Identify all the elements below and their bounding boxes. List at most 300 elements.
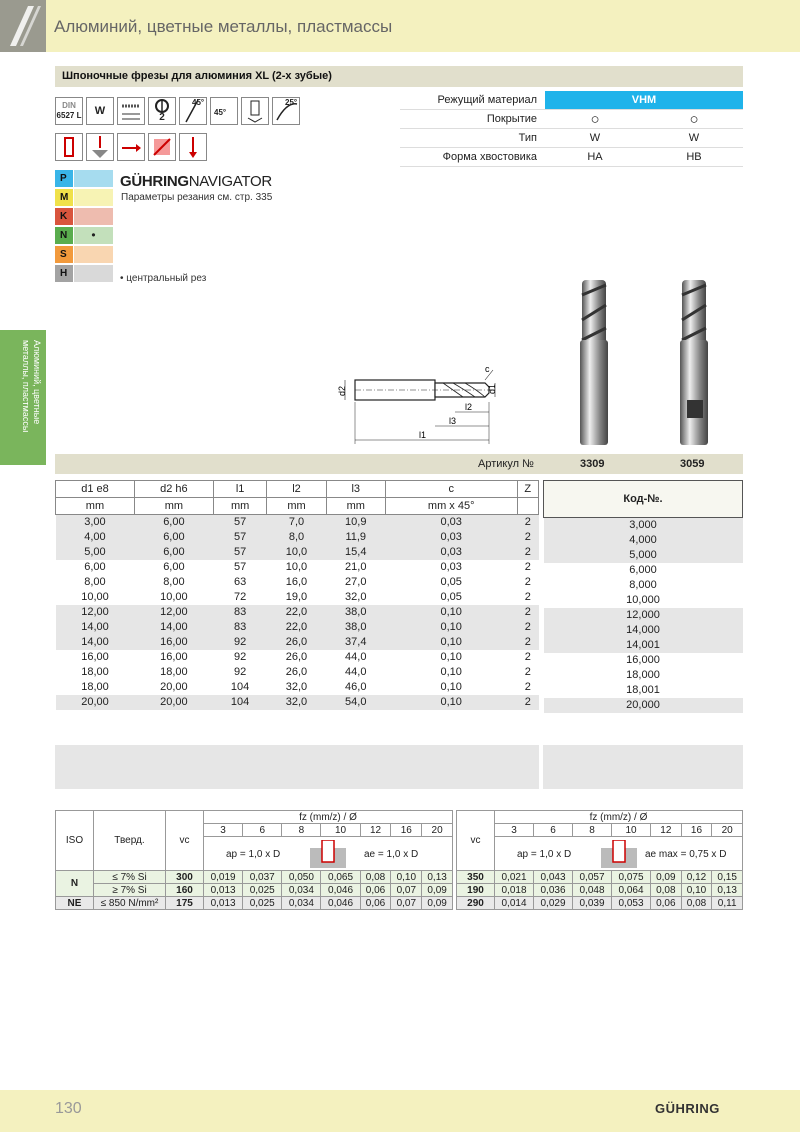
fz-cell: 0,043 <box>534 871 573 884</box>
fz-header: fz (mm/z) / Ø <box>495 811 743 824</box>
dims-cell: 21,0 <box>345 561 367 573</box>
material-letter: M <box>55 189 73 206</box>
prop-label: Режущий материал <box>437 94 537 106</box>
table-row <box>56 590 539 605</box>
vc-header: vc <box>166 811 204 871</box>
fz-cell: 0,064 <box>612 884 651 897</box>
dims-cell: 15,4 <box>326 545 385 560</box>
dims-cell: 2 <box>524 591 531 603</box>
cutting-ref: Параметры резания см. стр. 335 <box>121 192 273 203</box>
dims-cell: 2 <box>517 515 538 530</box>
article-bar <box>55 454 743 474</box>
coating-none-icon: ○ <box>590 111 600 128</box>
dims-header-cell: d1 e8 <box>56 481 135 498</box>
dims-cell: 26,0 <box>285 666 308 678</box>
article-label: Артикул № <box>478 458 534 470</box>
slot-strategy-icon <box>310 840 346 868</box>
diameter-cell: 6 <box>243 824 282 837</box>
fz-cell: 0,037 <box>243 871 282 884</box>
dims-cell: 38,0 <box>326 605 385 620</box>
material-letter: H <box>55 265 73 282</box>
dims-cell: 27,0 <box>345 576 367 588</box>
rake-angle-icon <box>272 97 300 125</box>
fz-cell: 0,15 <box>712 871 743 884</box>
table-row <box>56 515 539 530</box>
left-ap: ap = 1,0 x D <box>226 849 281 860</box>
dims-units-row <box>56 498 539 515</box>
dims-cell: 54,0 <box>326 695 385 710</box>
dims-cell: 16,00 <box>134 635 213 650</box>
dims-cell: 2 <box>524 681 531 693</box>
dims-cell: 0,10 <box>385 695 517 710</box>
fz-cell: 0,12 <box>681 871 712 884</box>
dims-cell: 0,10 <box>440 651 462 663</box>
table-row <box>544 653 743 668</box>
dims-cell: 7,0 <box>267 515 326 530</box>
dims-cell: 0,03 <box>440 561 462 573</box>
dims-cell: 57 <box>213 545 266 560</box>
dimensions-table <box>55 480 539 710</box>
table-row <box>544 668 743 683</box>
fz-cell: 0,029 <box>534 897 573 910</box>
table-filler-left <box>55 745 539 789</box>
dims-cell: 10,0 <box>285 561 308 573</box>
product-subtitle: Шпоночные фрезы для алюминия XL (2-х зубые) <box>62 70 332 82</box>
dims-cell: 0,10 <box>385 620 517 635</box>
material-row <box>55 208 113 225</box>
dims-cell: 2 <box>517 545 538 560</box>
material-mark <box>74 189 113 206</box>
dims-unit-cell: mm <box>213 498 266 515</box>
flutes-icon <box>148 97 176 125</box>
dims-header-cell: l3 <box>326 481 385 498</box>
navigator-logo <box>120 173 272 190</box>
dims-cell: 4,00 <box>56 530 135 545</box>
fz-cell: 0,046 <box>321 897 360 910</box>
code-cell: 8,000 <box>629 579 657 591</box>
vc-header: vc <box>457 811 495 871</box>
fz-cell: 0,057 <box>573 871 612 884</box>
dims-cell: 44,0 <box>345 666 367 678</box>
dims-header-row <box>56 481 539 498</box>
table-row <box>56 650 539 665</box>
dims-cell: 10,0 <box>267 545 326 560</box>
fz-cell: 0,07 <box>391 897 422 910</box>
center-cut-note: • центральный рез <box>120 273 207 284</box>
table-row <box>544 548 743 563</box>
dims-cell: 6,00 <box>84 561 106 573</box>
dims-cell: 6,00 <box>134 515 213 530</box>
fz-cell: 0,036 <box>534 884 573 897</box>
dims-cell: 0,10 <box>385 635 517 650</box>
drilling-icon <box>179 133 207 161</box>
prop-coating <box>400 110 743 129</box>
navigator-brand: GÜHRING <box>120 173 189 190</box>
dims-cell: 0,05 <box>440 591 462 603</box>
side-strategy-icon <box>601 840 637 868</box>
prop-value: HA <box>587 151 603 163</box>
dims-header-cell: l1 <box>213 481 266 498</box>
dims-cell: 2 <box>517 635 538 650</box>
dims-cell: 72 <box>233 591 247 603</box>
dims-cell: 11,9 <box>326 530 385 545</box>
fz-cell: 0,09 <box>422 897 453 910</box>
table-row <box>56 635 539 650</box>
cutting-table-left <box>55 810 453 910</box>
right-ap: ap = 1,0 x D <box>517 849 572 860</box>
dims-cell: 46,0 <box>345 681 367 693</box>
code-cell: 14,001 <box>544 638 743 653</box>
code-cell: 18,000 <box>626 669 660 681</box>
teeth-count: 2 <box>159 112 165 123</box>
din-icon <box>55 97 83 125</box>
dims-cell: 0,05 <box>440 576 462 588</box>
iso-cell: NE <box>56 897 94 910</box>
material-row <box>55 170 113 187</box>
dims-cell: 63 <box>233 576 247 588</box>
dims-cell: 18,00 <box>160 666 188 678</box>
diameter-cell: 12 <box>651 824 682 837</box>
dims-unit-cell <box>517 498 538 515</box>
dims-cell: 6,00 <box>163 561 185 573</box>
ramping-icon <box>148 133 176 161</box>
dims-cell: 16,00 <box>160 651 188 663</box>
iso-header: ISO <box>56 811 94 871</box>
dims-cell: 0,10 <box>440 681 462 693</box>
side-tab-label: Алюминий, цветные металлы, пластмассы <box>21 340 42 433</box>
dims-cell: 6,00 <box>134 545 213 560</box>
din-number: 6527 L <box>56 111 82 120</box>
table-row <box>544 698 743 713</box>
table-row <box>544 683 743 698</box>
prop-cutting-material <box>400 91 743 110</box>
helix-angle-label: 45° <box>192 98 205 107</box>
fz-cell: 0,065 <box>321 871 360 884</box>
right-ae: ae max = 0,75 x D <box>645 849 727 860</box>
table-row <box>544 593 743 608</box>
label-d1: d1 <box>487 383 497 394</box>
dims-cell: 26,0 <box>285 651 308 663</box>
hardness-cell: ≤ 850 N/mm² <box>94 897 166 910</box>
dims-cell: 0,03 <box>385 545 517 560</box>
label-l3: l3 <box>449 416 457 426</box>
material-mark <box>74 246 113 263</box>
navigator-product: NAVIGATOR <box>188 173 272 190</box>
label-c: c <box>485 364 490 374</box>
fz-cell: 0,09 <box>422 884 453 897</box>
prop-value: W <box>688 132 700 144</box>
dims-cell: 10,00 <box>81 591 109 603</box>
diameter-cell: 16 <box>681 824 712 837</box>
diameter-cell: 10 <box>321 824 360 837</box>
dims-cell: 5,00 <box>56 545 135 560</box>
dims-cell: 92 <box>213 635 266 650</box>
tool-photo-hb <box>675 280 715 450</box>
code-cell: 18,001 <box>626 684 660 696</box>
fz-cell: 0,09 <box>651 871 682 884</box>
code-header: Код-№. <box>544 481 743 518</box>
plunge-icon <box>86 133 114 161</box>
fz-cell: 0,06 <box>360 897 391 910</box>
diameter-cell: 8 <box>573 824 612 837</box>
din-label: DIN <box>62 101 76 110</box>
dims-cell: 18,00 <box>81 681 109 693</box>
dims-cell: 16,00 <box>81 651 109 663</box>
dims-cell: 19,0 <box>285 591 308 603</box>
fz-cell: 0,10 <box>681 884 712 897</box>
iso-cell: N <box>56 871 94 897</box>
dims-cell: 37,4 <box>326 635 385 650</box>
table-row <box>544 638 743 653</box>
code-table <box>543 480 743 713</box>
diameter-cell: 8 <box>282 824 321 837</box>
fz-cell: 0,013 <box>204 884 243 897</box>
prop-value: HB <box>686 151 702 163</box>
fz-cell: 0,014 <box>495 897 534 910</box>
fz-cell: 0,019 <box>204 871 243 884</box>
diameter-cell: 3 <box>495 824 534 837</box>
dims-cell: 26,0 <box>267 635 326 650</box>
article-number-2: 3059 <box>680 458 705 470</box>
vc-cell: 160 <box>166 884 204 897</box>
dims-cell: 2 <box>517 530 538 545</box>
dims-unit-cell: mm <box>134 498 213 515</box>
code-cell: 5,000 <box>544 548 743 563</box>
material-row <box>55 265 113 282</box>
dims-cell: 104 <box>230 681 250 693</box>
material-letter: S <box>55 246 73 263</box>
table-row <box>544 578 743 593</box>
fz-cell: 0,053 <box>612 897 651 910</box>
dims-cell: 20,00 <box>56 695 135 710</box>
fz-cell: 0,021 <box>495 871 534 884</box>
dims-cell: 10,9 <box>326 515 385 530</box>
code-cell: 14,000 <box>544 623 743 638</box>
code-cell: 6,000 <box>629 564 657 576</box>
dims-cell: 2 <box>524 666 531 678</box>
dims-cell: 104 <box>213 695 266 710</box>
table-row <box>56 665 539 680</box>
vc-cell: 190 <box>457 884 495 897</box>
material-row <box>55 189 113 206</box>
dims-cell: 14,00 <box>56 635 135 650</box>
fz-cell: 0,06 <box>360 884 391 897</box>
diameter-cell: 6 <box>534 824 573 837</box>
dims-cell: 2 <box>524 561 531 573</box>
table-row <box>56 620 539 635</box>
table-row <box>544 623 743 638</box>
hardness-cell: ≤ 7% Si <box>94 871 166 884</box>
table-row <box>56 530 539 545</box>
dims-cell: 22,0 <box>267 620 326 635</box>
material-mark <box>74 208 113 225</box>
right-strategy-cell <box>495 837 743 871</box>
dims-cell: 0,10 <box>440 666 462 678</box>
dims-cell: 12,00 <box>56 605 135 620</box>
code-cell: 10,000 <box>626 594 660 606</box>
table-row <box>56 545 539 560</box>
footer-logo: GÜHRING <box>655 1101 720 1116</box>
dims-cell: 22,0 <box>267 605 326 620</box>
fz-cell: 0,050 <box>282 871 321 884</box>
cutting-table-right <box>456 810 743 910</box>
material-letter: N <box>55 227 73 244</box>
w-type-icon: W <box>86 97 114 125</box>
table-row <box>56 560 539 575</box>
dims-cell: 32,0 <box>345 591 367 603</box>
hardness-cell: ≥ 7% Si <box>94 884 166 897</box>
diameter-cell: 3 <box>204 824 243 837</box>
tool-photo-ha <box>575 280 615 450</box>
vc-cell: 350 <box>457 871 495 884</box>
dims-cell: 8,00 <box>163 576 185 588</box>
dims-cell: 6,00 <box>134 530 213 545</box>
fz-cell: 0,08 <box>681 897 712 910</box>
prop-value: VHM <box>631 94 657 106</box>
table-row <box>457 871 743 884</box>
fz-cell: 0,025 <box>243 884 282 897</box>
dims-cell: 57 <box>213 530 266 545</box>
diameter-cell: 10 <box>612 824 651 837</box>
table-row <box>544 533 743 548</box>
fz-cell: 0,075 <box>612 871 651 884</box>
vc-cell: 290 <box>457 897 495 910</box>
code-cell: 3,000 <box>544 518 743 533</box>
code-cell: 12,000 <box>544 608 743 623</box>
dims-cell: 0,10 <box>385 605 517 620</box>
slotting-icon <box>55 133 83 161</box>
material-row <box>55 227 113 244</box>
dims-cell: 2 <box>524 576 531 588</box>
table-row <box>56 605 539 620</box>
diameter-cell: 20 <box>422 824 453 837</box>
fz-cell: 0,034 <box>282 897 321 910</box>
label-d2: d2 <box>337 385 347 396</box>
material-mark <box>74 170 113 187</box>
diameter-cell: 16 <box>391 824 422 837</box>
dims-cell: 2 <box>517 695 538 710</box>
table-row <box>56 680 539 695</box>
material-letter: P <box>55 170 73 187</box>
dims-cell: 20,00 <box>134 695 213 710</box>
dims-cell: 92 <box>233 666 247 678</box>
prop-type <box>400 129 743 148</box>
table-row <box>544 518 743 533</box>
dims-cell: 14,00 <box>134 620 213 635</box>
code-cell: 16,000 <box>626 654 660 666</box>
vc-cell: 300 <box>166 871 204 884</box>
diameter-cell: 20 <box>712 824 743 837</box>
dims-cell: 10,00 <box>160 591 188 603</box>
fz-cell: 0,025 <box>243 897 282 910</box>
table-row <box>544 563 743 578</box>
dims-cell: 44,0 <box>345 651 367 663</box>
table-filler-right <box>543 745 743 789</box>
page-title: Алюминий, цветные металлы, пластмассы <box>54 17 393 36</box>
table-row <box>457 897 743 910</box>
dims-cell: 8,00 <box>84 576 106 588</box>
material-mark <box>74 265 113 282</box>
fz-cell: 0,06 <box>651 897 682 910</box>
table-row <box>56 575 539 590</box>
vc-cell: 175 <box>166 897 204 910</box>
page-number: 130 <box>55 1100 82 1117</box>
dims-cell: 57 <box>213 515 266 530</box>
table-row <box>56 695 539 710</box>
prop-shank-form <box>400 148 743 167</box>
code-cell: 4,000 <box>544 533 743 548</box>
dims-unit-cell: mm <box>267 498 326 515</box>
dims-cell: 8,0 <box>267 530 326 545</box>
dims-cell: 20,00 <box>160 681 188 693</box>
material-letter: K <box>55 208 73 225</box>
header-logo-icon <box>0 0 46 52</box>
fz-cell: 0,07 <box>391 884 422 897</box>
dims-cell: 83 <box>213 605 266 620</box>
label-l1: l1 <box>419 430 427 440</box>
dims-cell: 2 <box>517 620 538 635</box>
dims-unit-cell: mm x 45° <box>385 498 517 515</box>
dims-cell: 3,00 <box>56 515 135 530</box>
dims-cell: 57 <box>233 561 247 573</box>
material-mark: • <box>74 227 113 244</box>
side-milling-icon <box>117 133 145 161</box>
table-row <box>544 608 743 623</box>
fz-cell: 0,13 <box>712 884 743 897</box>
dims-header-cell: Z <box>517 481 538 498</box>
prop-label: Покрытие <box>486 113 537 125</box>
table-row <box>457 884 743 897</box>
hardness-header: Тверд. <box>94 811 166 871</box>
helix-angle-icon <box>179 97 207 125</box>
dims-cell: 14,00 <box>56 620 135 635</box>
left-ae: ae = 1,0 x D <box>364 849 419 860</box>
dims-header-cell: c <box>385 481 517 498</box>
code-cell: 20,000 <box>544 698 743 713</box>
dims-cell: 32,0 <box>285 681 308 693</box>
prop-label: Тип <box>518 132 537 144</box>
table-row <box>56 884 453 897</box>
fz-cell: 0,046 <box>321 884 360 897</box>
fz-cell: 0,013 <box>204 897 243 910</box>
dims-cell: 2 <box>517 605 538 620</box>
dims-header-cell: l2 <box>267 481 326 498</box>
dims-cell: 2 <box>524 651 531 663</box>
article-number-1: 3309 <box>580 458 605 470</box>
fz-header: fz (mm/z) / Ø <box>204 811 453 824</box>
dims-header-cell: d2 h6 <box>134 481 213 498</box>
fz-cell: 0,11 <box>712 897 743 910</box>
tolerance-icon <box>241 97 269 125</box>
fz-cell: 0,08 <box>360 871 391 884</box>
dims-cell: 92 <box>233 651 247 663</box>
prop-label: Форма хвостовика <box>442 151 537 163</box>
dims-cell: 38,0 <box>326 620 385 635</box>
tool-drawing <box>335 360 505 450</box>
table-row <box>56 871 453 884</box>
dims-cell: 83 <box>213 620 266 635</box>
label-l2: l2 <box>465 402 473 412</box>
dims-cell: 32,0 <box>267 695 326 710</box>
fz-cell: 0,08 <box>651 884 682 897</box>
dims-cell: 0,03 <box>385 515 517 530</box>
fz-cell: 0,13 <box>422 871 453 884</box>
rake-angle-label: 25° <box>285 98 298 107</box>
fz-cell: 0,018 <box>495 884 534 897</box>
material-row <box>55 246 113 263</box>
chamfer-angle-icon <box>210 97 238 125</box>
dims-cell: 0,03 <box>385 530 517 545</box>
